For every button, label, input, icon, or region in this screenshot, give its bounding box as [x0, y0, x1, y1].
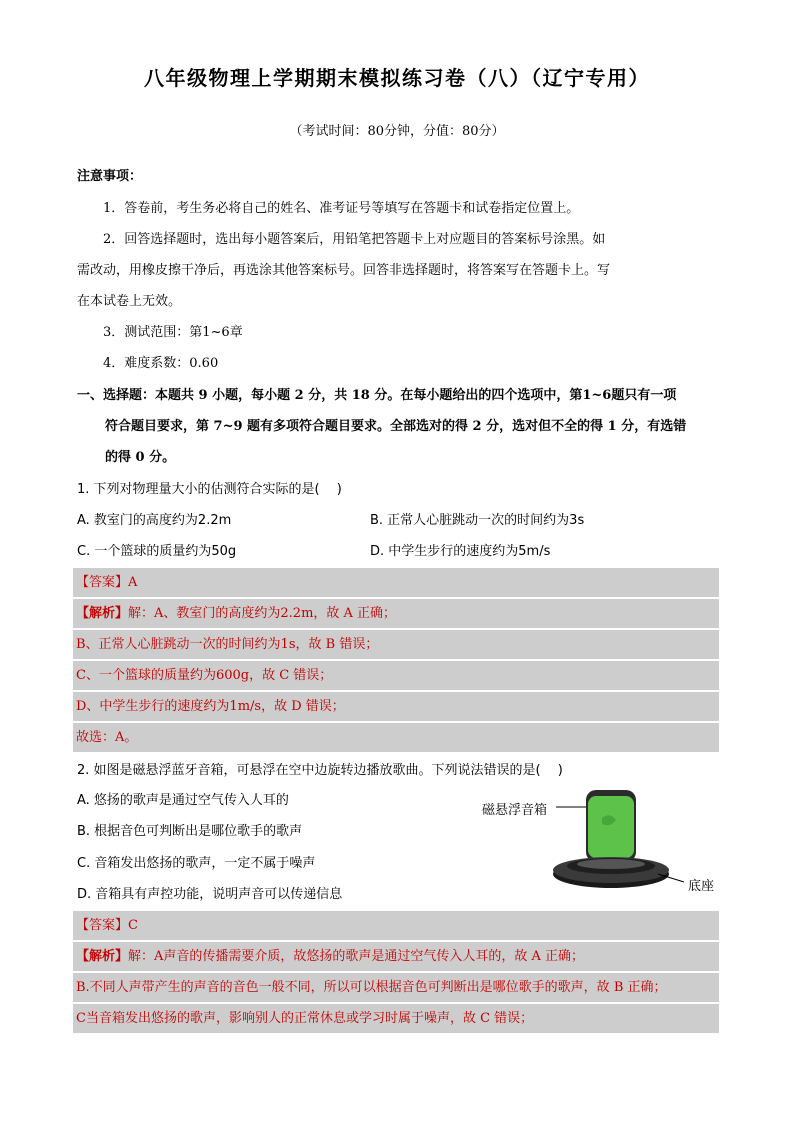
note-item-2: 2．回答选择题时，选出每小题答案后，用铅笔把答题卡上对应题目的答案标号涂黑。如 — [103, 232, 606, 247]
q2-analysis-b: B.不同人声带产生的声音的音色一般不同，所以可以根据音色可判断出是哪位歌手的歌声，故 B 正确； — [73, 973, 719, 1002]
q1-option-d: D. 中学生步行的速度约为5m/s — [370, 544, 551, 559]
note-item-2-cont: 需改动，用橡皮擦干净后，再选涂其他答案标号。回答非选择题时，将答案写在答题卡上。写 — [77, 263, 611, 278]
q2-option-a: A. 悠扬的歌声是通过空气传入人耳的 — [77, 793, 289, 808]
base-label: 底座 — [688, 879, 715, 894]
q1-analysis-d: D、中学生步行的速度约为1m/s，故 D 错误； — [73, 692, 719, 721]
note-item-4: 4．难度系数：0.60 — [103, 356, 219, 371]
q2-analysis-c: C当音箱发出悠扬的歌声，影响别人的正常休息或学习时属于噪声，故 C 错误； — [73, 1004, 719, 1033]
notes-heading: 注意事项： — [77, 169, 143, 184]
q1-answer: 【答案】A — [73, 568, 719, 597]
q1-conclusion: 故选：A。 — [73, 723, 719, 752]
analysis-tag: 【解析】 — [76, 949, 129, 964]
note-item-3: 3．测试范围：第1~6章 — [103, 325, 243, 340]
q2-answer: 【答案】C — [73, 911, 719, 940]
q1-option-c: C. 一个篮球的质量约为50g — [77, 544, 237, 559]
q2-analysis — [73, 942, 719, 971]
question-1-stem: 1. 下列对物理量大小的估测符合实际的是( ) — [77, 482, 342, 497]
q1-option-b: B. 正常人心脏跳动一次的时间约为3s — [370, 513, 585, 528]
section-heading-cont2: 的得 0 分。 — [105, 450, 176, 465]
maglev-speaker-figure — [478, 788, 728, 903]
q2-option-c: C. 音箱发出悠扬的歌声，一定不属于噪声 — [77, 856, 316, 871]
section-heading: 一、选择题：本题共 9 小题，每小题 2 分，共 18 分。在每小题给出的四个选项中，第1~6题只有一项 — [77, 388, 677, 403]
question-2-stem: 2. 如图是磁悬浮蓝牙音箱，可悬浮在空中边旋转边播放歌曲。下列说法错误的是( ) — [77, 763, 563, 778]
q2-option-b: B. 根据音色可判断出是哪位歌手的歌声 — [77, 824, 303, 839]
q1-option-a: A. 教室门的高度约为2.2m — [77, 513, 232, 528]
section-heading-cont: 符合题目要求，第 7~9 题有多项符合题目要求。全部选对的得 2 分，选对但不全的得 1 分，有选错 — [105, 419, 687, 434]
q2-analysis-text: 解：A声音的传播需要介质，故悠扬的歌声是通过空气传入人耳的，故 A 正确； — [128, 949, 585, 964]
q2-option-d: D. 音箱具有声控功能，说明声音可以传递信息 — [77, 887, 343, 902]
q1-analysis-text: 解：A、教室门的高度约为2.2m，故 A 正确； — [128, 606, 397, 621]
analysis-tag: 【解析】 — [76, 606, 129, 621]
q1-analysis-c: C、一个篮球的质量约为600g，故 C 错误； — [73, 661, 719, 690]
speaker-label: 磁悬浮音箱 — [482, 803, 548, 818]
q1-analysis-b: B、正常人心脏跳动一次的时间约为1s，故 B 错误； — [73, 630, 719, 659]
note-item-1: 1．答卷前，考生务必将自己的姓名、准考证号等填写在答题卡和试卷指定位置上。 — [103, 201, 580, 216]
q1-analysis — [73, 599, 719, 628]
page-title: 八年级物理上学期期末模拟练习卷（八）（辽宁专用） — [144, 66, 650, 90]
note-item-2-cont2: 在本试卷上无效。 — [77, 294, 182, 309]
exam-info: （考试时间：80分钟，分值：80分） — [289, 124, 505, 139]
